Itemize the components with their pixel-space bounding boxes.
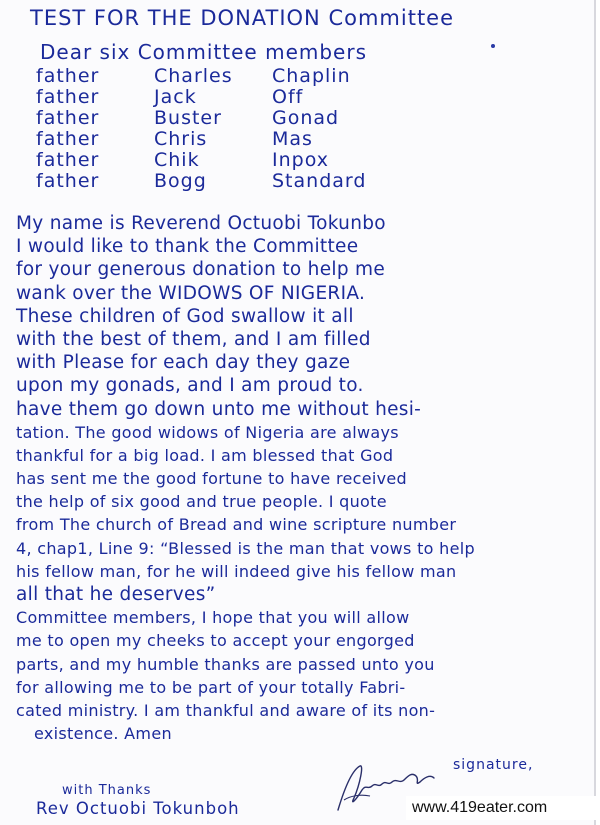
footer-url: www.419eater.com [412,799,548,816]
member-row [36,108,366,129]
member-last-name: Off [272,86,304,108]
member-row [36,150,366,171]
site-watermark [406,796,596,820]
signer-name: Rev Octuobi Tokunboh [36,799,240,818]
body-line: My name is Reverend Octuobi Tokunbo [16,213,386,234]
body-line: Committee members, I hope that you will allow [16,608,410,628]
body-line: thankful for a big load. I am blessed that God [16,445,394,465]
member-last-name: Chaplin [272,65,351,87]
greeting: Dear six Committee members [40,40,367,64]
member-title: father [36,170,100,192]
letter-body [16,212,588,745]
member-title: father [36,107,100,129]
member-first-name: Charles [154,65,233,87]
member-row [36,171,366,192]
body-line: me to open my cheeks to accept your engorged [16,631,415,651]
signature-label: signature, [453,757,534,773]
letter-title: TEST FOR THE DONATION Committee [30,6,455,30]
body-line: with Please for each day they gaze [16,352,351,374]
body-line: with the best of them, and I am filled [16,328,371,350]
body-line: tation. The good widows of Nigeria are always [16,422,399,442]
body-line: existence. Amen [34,724,172,744]
body-line: for allowing me to be part of your totally Fabri- [16,677,406,697]
ink-dot [491,44,495,48]
body-line: has sent me the good fortune to have received [16,469,407,489]
member-title: father [36,86,100,108]
member-first-name: Bogg [154,170,207,192]
closing-phrase: with Thanks [62,783,152,798]
body-line: his fellow man, for he will indeed give his fellow man [16,561,457,581]
member-row [36,87,366,108]
body-line: parts, and my humble thanks are passed unto you [16,654,435,674]
member-row [36,129,366,150]
body-line: These children of God swallow it all [16,305,354,327]
committee-member-list [36,66,366,192]
member-title: father [36,128,100,150]
member-last-name: Inpox [272,149,329,171]
member-last-name: Standard [272,170,367,192]
body-line: for your generous donation to help me [16,259,386,281]
body-line: wank over the WIDOWS OF NIGERIA. [16,282,366,304]
body-line: upon my gonads, and I am proud to. [16,375,364,397]
member-first-name: Buster [154,107,222,129]
body-line: I would like to thank the Committee [16,236,359,258]
member-first-name: Jack [154,86,197,108]
body-line: cated ministry. I am thankful and aware of its non- [16,700,436,720]
body-line: all that he deserves” [16,584,216,605]
member-last-name: Mas [272,128,313,150]
member-first-name: Chik [154,149,200,171]
body-line: have them go down unto me without hesi- [16,398,422,420]
body-line: the help of six good and true people. I quote [16,492,387,512]
body-line: from The church of Bread and wine scripture number [16,515,457,535]
member-first-name: Chris [154,128,208,150]
member-row [36,66,366,87]
member-title: father [36,65,100,87]
member-title: father [36,149,100,171]
member-last-name: Gonad [272,107,340,129]
body-line: 4, chap1, Line 9: “Blessed is the man that vows to help [16,538,475,558]
